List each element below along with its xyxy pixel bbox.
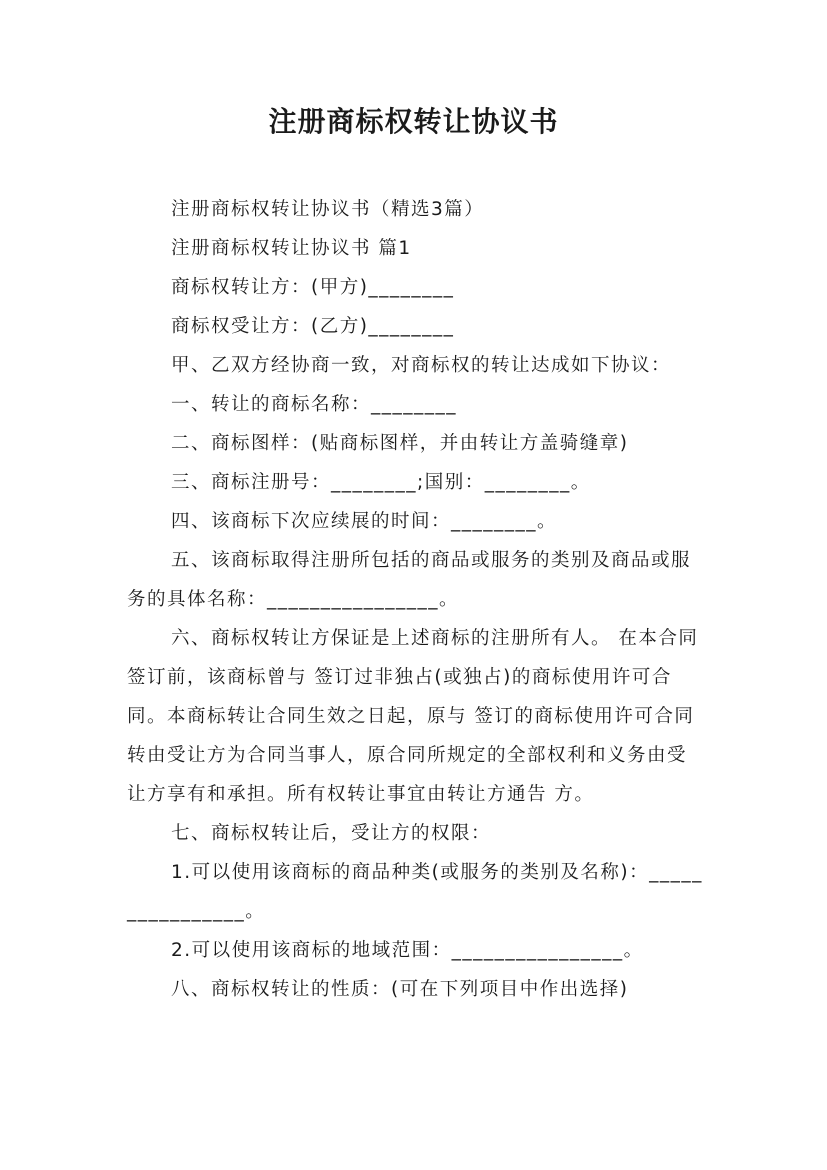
- paragraph-clause-5: 五、该商标取得注册所包括的商品或服务的类别及商品或服务的具体名称：________________。: [127, 550, 692, 610]
- paragraph-clause-7-item-2: 2.可以使用该商标的地域范围：________________。: [171, 940, 644, 961]
- paragraph-clause-7-item-1: 1.可以使用该商标的商品种类(或服务的类别及名称)：________________。: [127, 862, 703, 922]
- document-title: 注册商标权转让协议书: [268, 105, 559, 138]
- paragraph-clause-6: 六、商标权转让方保证是上述商标的注册所有人。 在本合同签订前，该商标曾与 签订过非独占(或独占)的商标使用许可合同。本商标转让合同生效之日起，原与 签订的商标使用许可合同转由受让方为合同当事人，原合同所规定的全部权利和义务由受让方享有和承担。所有权转让事宜由转让方通告 方。: [127, 628, 699, 805]
- paragraph-section-heading: 注册商标权转让协议书 篇1: [171, 238, 412, 259]
- paragraph-subtitle: 注册商标权转让协议书（精选3篇）: [171, 199, 485, 220]
- document-body: [127, 190, 705, 1009]
- paragraph-party-b: 商标权受让方：(乙方)________: [171, 316, 455, 337]
- paragraph-clause-1: 一、转让的商标名称：________: [171, 394, 458, 415]
- paragraph-party-a: 商标权转让方：(甲方)________: [171, 277, 455, 298]
- paragraph-clause-2: 二、商标图样：(贴商标图样，并由转让方盖骑缝章): [171, 433, 629, 454]
- paragraph-clause-3: 三、商标注册号：________;国别：________。: [171, 472, 591, 493]
- paragraph-clause-7: 七、商标权转让后，受让方的权限：: [171, 823, 492, 844]
- paragraph-clause-8: 八、商标权转让的性质：(可在下列项目中作出选择): [171, 979, 629, 1000]
- paragraph-agreement-intro: 甲、乙双方经协商一致，对商标权的转让达成如下协议：: [171, 355, 672, 376]
- paragraph-clause-4: 四、该商标下次应续展的时间：________。: [171, 511, 558, 532]
